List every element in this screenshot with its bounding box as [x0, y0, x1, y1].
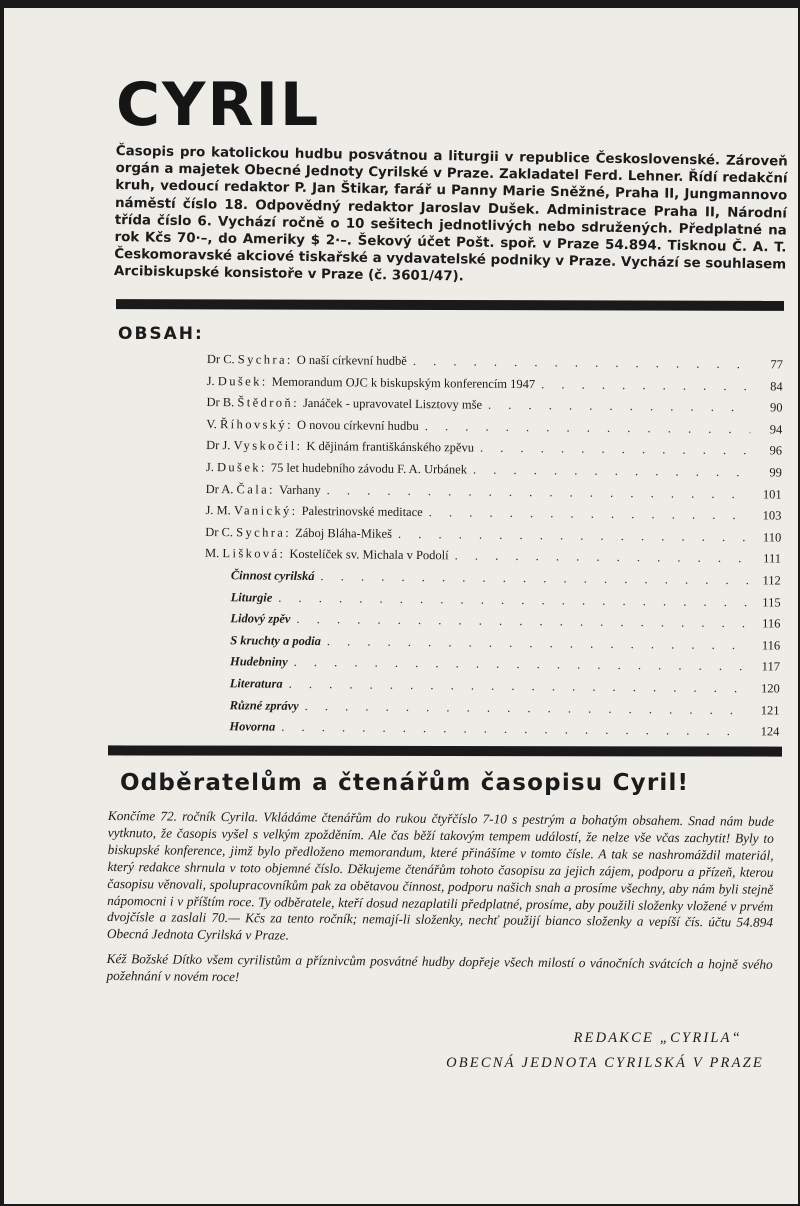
toc-title: Memorandum OJC k biskupským konferencím 1947	[271, 374, 536, 391]
toc-author-prefix: Dr C.	[206, 352, 235, 367]
toc-leader	[278, 590, 748, 610]
toc-leader	[455, 549, 750, 567]
toc-page: 121	[760, 702, 780, 718]
divider-top	[116, 299, 784, 311]
journal-page	[4, 8, 798, 1204]
toc-page: 115	[762, 594, 781, 610]
toc-section-title: Literatura	[229, 676, 283, 691]
toc-section-title: Činnost cyrilská	[230, 568, 315, 583]
signature-editorial: REDAKCE „CYRILA“	[573, 1030, 742, 1046]
toc-section-title: Hovorna	[229, 719, 276, 734]
toc-author: Vyskočil:	[233, 438, 303, 454]
toc-author-prefix: V.	[206, 416, 217, 431]
toc-leader	[296, 612, 748, 631]
toc-author-prefix: J.	[206, 373, 215, 388]
announcement-body	[106, 808, 774, 999]
toc-author: Říhovský:	[219, 416, 294, 432]
table-of-contents	[203, 352, 783, 746]
toc-page: 99	[769, 465, 782, 480]
announcement-paragraph: Končíme 72. ročník Cyrila. Vkládáme čtenářům do rukou čtyřčíslo 7-10 s pestrým a bohatým obsahem. Snad nám bude vytknuto, že časopis vyšel s velkým zpožděním. Ale čas běží takovým tempem událostí, že nelze vše včas zachytit! Byly to biskupské konference, jimž bylo předloženo memorandum, které přinášíme v tomto čísle. A tak se nashromáždil materiál, který redakce shrnula v toto objemné číslo. Děkujeme čtenářům tohoto časopisu za jejich zájem, podporu a přízeň, kterou časopisu věnovali, spolupracovníkům pak za obětavou činnost, podporu našich snah a prosíme všechny, aby nám byli stejně nápomocni i v příštím roce. Ty odběratele, kteří dosud nezaplatili předplatné, prosíme, aby použili složenky vložené v prvém dvojčísle a zaslali 70.— Kčs za tento ročník; nemají-li složenky, nechť použijí bianco složenky a vepíší čís. účtu 54.894 Obecná Jednota Cyrilská v Praze.	[106, 808, 774, 943]
toc-page: 84	[770, 379, 783, 394]
publisher-info	[114, 143, 788, 291]
publisher-info-text: Časopis pro katolickou hudbu posvátnou a liturgii v republice Československé. Zároveň orgán a majetek Obecné Jednoty Cyrilské v Praze. Zakladatel Ferd. Lehner. Řídí redakční kruh, vedoucí redaktor P. Jan Štikar, farář u Panny Marie Sněžné, Praha II, Jungmannovo náměstí číslo 18. Odpovědný redaktor Jaroslav Dušek. Administrace Praha II, Národní třída číslo 6. Vychází ročně o 10 sešitech jednotlivých nebo sdružených. Předplatné na rok Kčs 70·–, do Ameriky $ 2·–. Šekový účet Pošt. spoř. v Praze 54.894. Tisknou Č. A. T. Českomoravské akciové tiskařské a vydavatelské podniky v Praze. Vychází se souhlasem Arcibiskupské konsistoře v Praze (č. 3601/47).	[113, 143, 788, 285]
announcement-paragraph: Kéž Božské Dítko všem cyrilistům a příznivcům posvátné hudby dopřeje všech milostí o vánočních svátcích a hojně svého požehnání v novém roce!	[106, 951, 773, 985]
toc-title: Kostelíček sv. Michala v Podolí	[289, 547, 449, 563]
signature-publisher: OBECNÁ JEDNOTA CYRILSKÁ V PRAZE	[446, 1055, 764, 1071]
toc-author-prefix: J.	[205, 459, 214, 475]
toc-title: Palestrinovské meditace	[301, 504, 423, 520]
toc-author: Lišková:	[222, 546, 286, 562]
toc-leader	[541, 377, 751, 394]
toc-title: Janáček - upravovatel Lisztovy mše	[302, 396, 483, 412]
toc-leader	[425, 419, 751, 437]
toc-author-prefix: Dr B.	[206, 395, 235, 410]
toc-leader	[413, 354, 751, 372]
toc-title: 75 let hudebního závodu F. A. Urbánek	[270, 460, 468, 477]
toc-author-prefix: Dr C.	[205, 524, 234, 540]
toc-page: 96	[769, 443, 783, 458]
toc-author: Vanický:	[233, 503, 298, 519]
toc-title: Záboj Bláha-Mikeš	[295, 525, 393, 541]
announcement-title: Odběratelům a čtenářům časopisu Cyril!	[120, 770, 690, 796]
toc-page: 112	[762, 573, 781, 588]
toc-section-title: Lidový zpěv	[230, 611, 291, 626]
toc-leader	[281, 720, 747, 739]
toc-author-prefix: J. M.	[205, 503, 231, 518]
toc-page: 94	[769, 422, 783, 437]
divider-bottom	[108, 745, 782, 756]
toc-page: 124	[760, 724, 780, 739]
toc-author-prefix: M.	[205, 546, 220, 561]
toc-page: 77	[770, 357, 783, 372]
toc-leader	[473, 463, 750, 481]
toc-leader	[480, 441, 750, 459]
toc-page: 116	[761, 638, 781, 653]
toc-page: 101	[762, 486, 782, 502]
toc-page: 111	[763, 551, 782, 566]
toc-page: 90	[769, 400, 783, 415]
toc-title: K dějinám františkánského zpěvu	[306, 439, 475, 455]
toc-title: O novou církevní hudbu	[296, 417, 419, 433]
toc-page: 116	[762, 616, 781, 631]
toc-section-title: Různé zprávy	[229, 697, 299, 713]
toc-title: Varhany	[278, 482, 321, 497]
toc-page: 103	[762, 508, 782, 523]
toc-leader	[289, 677, 748, 696]
toc-author: Dušek:	[216, 460, 267, 475]
toc-leader	[488, 398, 751, 416]
toc-page: 120	[760, 681, 780, 696]
contents-heading: OBSAH:	[118, 324, 204, 344]
toc-leader	[429, 505, 750, 523]
toc-author-prefix: Dr A.	[205, 481, 234, 496]
toc-title: O naší církevní hudbě	[296, 352, 407, 368]
toc-author: Sychra:	[236, 525, 292, 540]
toc-section-title: Liturgie	[230, 589, 273, 605]
toc-leader	[327, 483, 750, 502]
toc-leader	[398, 527, 749, 545]
toc-page: 117	[761, 659, 781, 674]
masthead-title: CYRIL	[116, 70, 321, 140]
toc-section-title: Hudebniny	[229, 654, 288, 670]
toc-author: Štědroň:	[237, 395, 300, 411]
toc-leader	[305, 698, 748, 717]
toc-author: Sychra:	[237, 352, 293, 367]
toc-author: Dušek:	[217, 373, 268, 389]
toc-leader	[294, 655, 748, 674]
toc-author-prefix: Dr J.	[206, 438, 231, 453]
toc-leader	[327, 634, 748, 653]
toc-section	[203, 719, 779, 746]
toc-section-title: S kruchty a podia	[230, 632, 321, 648]
toc-page: 110	[762, 530, 782, 545]
toc-author: Čala:	[236, 481, 276, 497]
toc-leader	[320, 569, 748, 588]
